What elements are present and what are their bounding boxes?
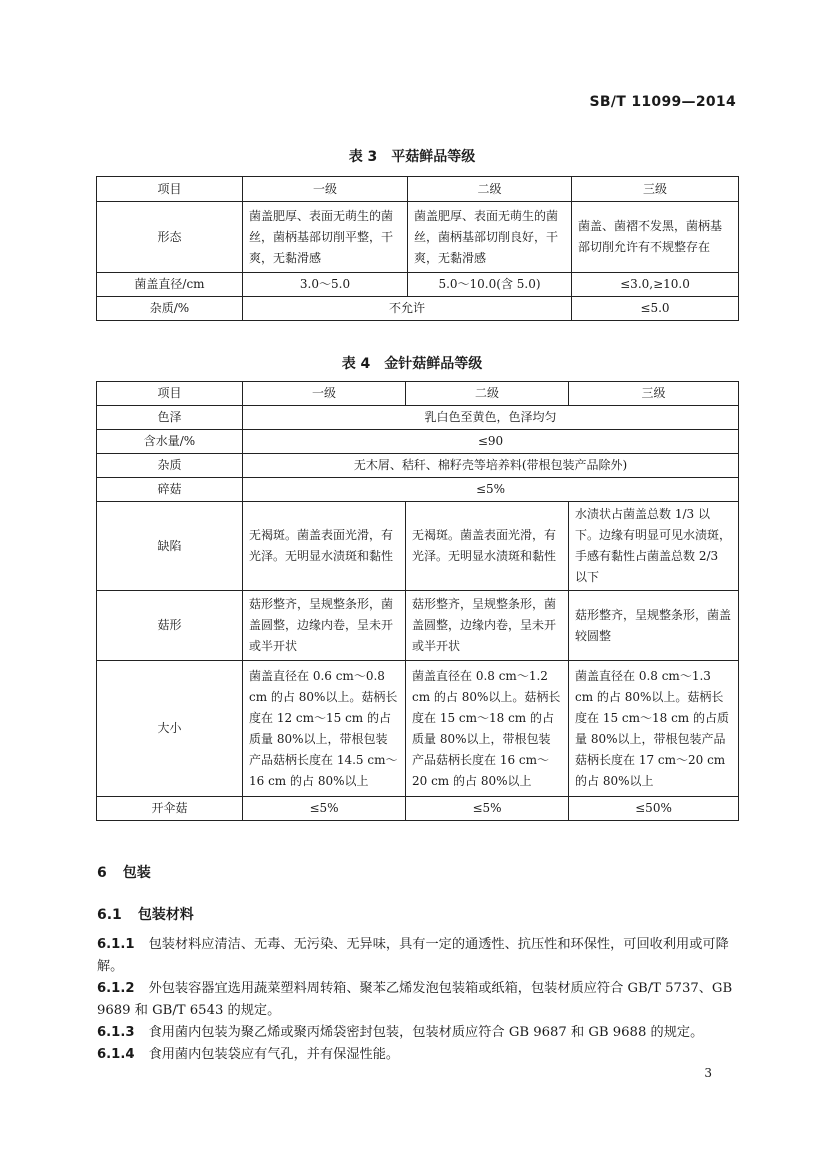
table-row (97, 502, 739, 591)
table-cell: 菌盖直径在 0.6 cm～0.8 cm 的占 80%以上。菇柄长度在 12 cm～15 cm 的占质量 80%以上，带根包装产品菇柄长度在 14.5 cm～16 cm 的占 80%以上 (243, 661, 406, 797)
table-row (97, 297, 739, 321)
table4-caption: 表 4 金针菇鲜品等级 (341, 356, 483, 372)
row-label: 杂质 (97, 454, 243, 478)
section-heading (97, 862, 151, 882)
row-label: 杂质/% (97, 297, 243, 321)
paragraph-6-1-3 (97, 1022, 737, 1044)
column-header: 三级 (569, 382, 739, 406)
table-cell: 水渍状占菌盖总数 1/3 以下。边缘有明显可见水渍斑，手感有黏性占菌盖总数 2/3 以下 (569, 502, 739, 591)
column-header: 项目 (97, 382, 243, 406)
table-cell: 菇形整齐，呈规整条形，菌盖圆整，边缘内卷，呈未开或半开状 (406, 591, 569, 661)
table-cell: 菌盖肥厚、表面无萌生的菌丝，菌柄基部切削平整，干爽，无黏滑感 (243, 202, 408, 273)
clause-number: 6.1.1 (97, 937, 135, 952)
table-cell: 菌盖、菌褶不发黑，菌柄基部切削允许有不规整存在 (572, 202, 739, 273)
table-row (97, 430, 739, 454)
column-header: 二级 (408, 177, 572, 202)
table-header-row (97, 177, 739, 202)
table-cell: ≤5.0 (572, 297, 739, 321)
table-row (97, 478, 739, 502)
table-row (97, 406, 739, 430)
subsection-heading (97, 904, 194, 924)
clause-number: 6.1.3 (97, 1025, 135, 1040)
table-cell: 菌盖肥厚、表面无萌生的菌丝，菌柄基部切削良好，干爽，无黏滑感 (408, 202, 572, 273)
table-row (97, 797, 739, 821)
table-header-row (97, 382, 739, 406)
row-label: 缺陷 (97, 502, 243, 591)
column-header: 二级 (406, 382, 569, 406)
column-header: 一级 (243, 382, 406, 406)
row-label: 色泽 (97, 406, 243, 430)
table-row (97, 591, 739, 661)
table-cell: ≤5% (243, 797, 406, 821)
clause-text: 食用菌内包装为聚乙烯或聚丙烯袋密封包装，包装材质应符合 GB 9687 和 GB 9688 的规定。 (148, 1025, 704, 1040)
clause-text: 食用菌内包装袋应有气孔，并有保湿性能。 (148, 1047, 400, 1062)
table-cell: 5.0～10.0(含 5.0) (408, 273, 572, 297)
clause-text: 外包装容器宜选用蔬菜塑料周转箱、聚苯乙烯发泡包装箱或纸箱，包装材质应符合 GB/T 5737、GB 9689 和 GB/T 6543 的规定。 (97, 981, 733, 1018)
column-header: 项目 (97, 177, 243, 202)
table-row (97, 454, 739, 478)
row-label: 大小 (97, 661, 243, 797)
table-row (97, 202, 739, 273)
subsection-number: 6.1 (97, 907, 122, 923)
table-cell: 无木屑、秸秆、棉籽壳等培养料(带根包装产品除外) (243, 454, 739, 478)
clause-number: 6.1.4 (97, 1047, 135, 1062)
column-header: 一级 (243, 177, 408, 202)
row-label: 形态 (97, 202, 243, 273)
table3-caption: 表 3 平菇鲜品等级 (348, 149, 476, 165)
paragraph-6-1-1 (97, 934, 737, 978)
table-cell: 乳白色至黄色，色泽均匀 (243, 406, 739, 430)
section-title: 包装 (122, 865, 151, 881)
clause-text: 包装材料应清洁、无毒、无污染、无异味，具有一定的通透性、抗压性和环保性，可回收利用或可降解。 (97, 937, 729, 974)
table-cell: 菌盖直径在 0.8 cm～1.2 cm 的占 80%以上。菇柄长度在 15 cm～18 cm 的占质量 80%以上，带根包装产品菇柄长度在 16 cm～20 cm 的占 80%以上 (406, 661, 569, 797)
clause-number: 6.1.2 (97, 981, 135, 996)
table-row (97, 661, 739, 797)
paragraph-6-1-2 (97, 978, 737, 1022)
table-cell: 3.0～5.0 (243, 273, 408, 297)
page-number: 3 (704, 1066, 712, 1080)
row-label: 开伞菇 (97, 797, 243, 821)
table4-enoki-mushroom-grades (96, 381, 739, 821)
table3-oyster-mushroom-grades (96, 176, 739, 321)
subsection-title: 包装材料 (137, 907, 194, 923)
row-label: 含水量/% (97, 430, 243, 454)
table-row (97, 273, 739, 297)
table-cell: 菇形整齐，呈规整条形，菌盖圆整，边缘内卷，呈未开或半开状 (243, 591, 406, 661)
table-cell: ≤50% (569, 797, 739, 821)
table-cell: 菌盖直径在 0.8 cm～1.3 cm 的占 80%以上。菇柄长度在 15 cm～18 cm 的占质量 80%以上，带根包装产品菇柄长度在 17 cm～20 cm 的占 80%以上 (569, 661, 739, 797)
table-cell: ≤5% (406, 797, 569, 821)
table-cell: 无褐斑。菌盖表面光滑，有光泽。无明显水渍斑和黏性 (406, 502, 569, 591)
paragraph-6-1-4 (97, 1044, 737, 1066)
row-label: 菇形 (97, 591, 243, 661)
table-cell: ≤3.0,≥10.0 (572, 273, 739, 297)
row-label: 碎菇 (97, 478, 243, 502)
section-number: 6 (97, 865, 107, 881)
table-cell: ≤5% (243, 478, 739, 502)
standard-code: SB/T 11099—2014 (589, 94, 736, 110)
row-label: 菌盖直径/cm (97, 273, 243, 297)
column-header: 三级 (572, 177, 739, 202)
table-cell: 无褐斑。菌盖表面光滑，有光泽。无明显水渍斑和黏性 (243, 502, 406, 591)
table-cell: ≤90 (243, 430, 739, 454)
table-cell: 菇形整齐，呈规整条形，菌盖较圆整 (569, 591, 739, 661)
table-cell: 不允许 (243, 297, 572, 321)
